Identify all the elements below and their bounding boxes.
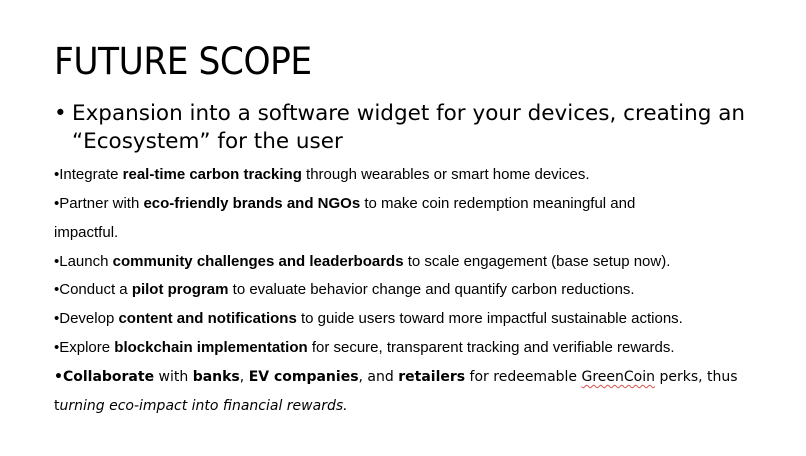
slide-title: FUTURE SCOPE bbox=[54, 40, 312, 83]
item-bold-text: content and notifications bbox=[118, 310, 297, 327]
item-text: through wearables or smart home devices. bbox=[301, 166, 590, 183]
item-bold-text: pilot program bbox=[131, 281, 229, 298]
item-text: , bbox=[239, 369, 249, 385]
item-text: to guide users toward more impactful sustainable actions. bbox=[296, 310, 683, 327]
item-text: •Conduct a bbox=[54, 281, 132, 298]
main-bullet bbox=[54, 100, 754, 156]
list-item bbox=[54, 309, 683, 329]
item-bold-text: retailers bbox=[398, 369, 466, 385]
item-text: with bbox=[154, 369, 193, 385]
list-item bbox=[54, 194, 635, 214]
item-bold-text: •Collaborate bbox=[54, 369, 155, 385]
item-bold-text: eco-friendly brands and NGOs bbox=[143, 195, 361, 212]
item-bold-text: EV companies bbox=[248, 369, 359, 385]
item-bold-text: blockchain implementation bbox=[114, 339, 308, 356]
item-text: •Integrate bbox=[54, 166, 123, 183]
bullet-dot: • bbox=[54, 101, 67, 126]
item-text: for secure, transparent tracking and verifiable rewards. bbox=[307, 339, 675, 356]
list-item bbox=[54, 252, 670, 272]
item-text: , and bbox=[358, 369, 399, 385]
item-bold-text: real-time carbon tracking bbox=[122, 166, 302, 183]
item-text: •Explore bbox=[54, 339, 115, 356]
item-text: perks, thus bbox=[655, 369, 738, 385]
item-bold-text: banks bbox=[192, 369, 240, 385]
item-bold-text: community challenges and leaderboards bbox=[112, 253, 404, 270]
item-text: t bbox=[54, 398, 60, 414]
item-text: to make coin redemption meaningful and bbox=[360, 195, 636, 212]
item-italic-text: urning eco-impact into financial rewards. bbox=[59, 398, 348, 414]
list-item bbox=[54, 338, 675, 358]
item-text: •Partner with bbox=[54, 195, 144, 212]
list-item bbox=[54, 280, 635, 300]
list-item-last bbox=[54, 367, 738, 387]
item-text: •Launch bbox=[54, 253, 113, 270]
main-bullet-text: Expansion into a software widget for your devices, creating an “Ecosystem” for the user bbox=[72, 101, 746, 154]
item-text: for redeemable bbox=[465, 369, 582, 385]
item-text: •Develop bbox=[54, 310, 119, 327]
list-item-continuation bbox=[54, 396, 348, 416]
item-text: to evaluate behavior change and quantify carbon reductions. bbox=[228, 281, 635, 298]
spellcheck-word: GreenCoin bbox=[581, 369, 655, 385]
list-item bbox=[54, 165, 590, 185]
item-text: to scale engagement (base setup now). bbox=[403, 253, 671, 270]
list-item-continuation: impactful. bbox=[54, 224, 119, 241]
